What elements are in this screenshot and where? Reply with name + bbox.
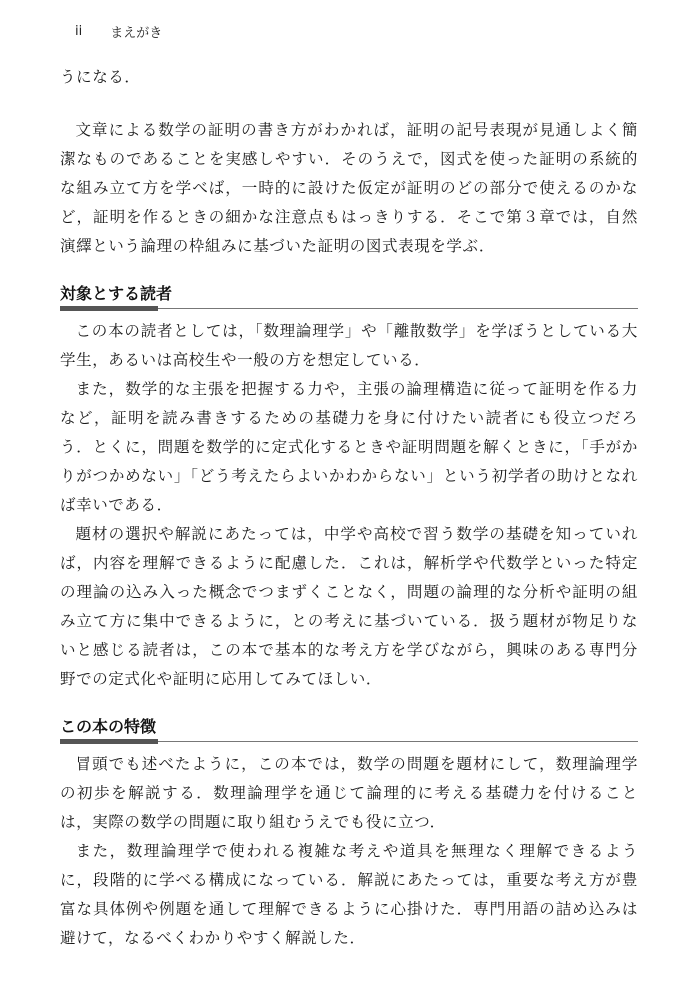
features-paragraph-1: 冒頭でも述べたように，この本では，数学の問題を題材にして，数理論理学の初歩を解説する．数理論理学を通じて論理的に考える基礎力を付けることは，実際の数学の問題に取り組むうえでも役に立つ． <box>60 755 638 831</box>
section-gap <box>60 261 638 283</box>
section-title-readers: 対象とする読者 <box>60 284 173 303</box>
running-head <box>75 22 162 41</box>
heading-accent-bar <box>60 739 158 744</box>
page-number: ii <box>75 24 83 39</box>
paragraph-gap <box>60 92 638 116</box>
readers-paragraph-3: 題材の選択や解説にあたっては，中学や高校で習う数学の基礎を知っていれば，内容を理解できるように配慮した．これは，解析学や代数学といった特定の理論の込み入った概念でつまずくことなく，問題の論理的な分析や証明の組み立て方に集中できるように，との考えに基づいている．扱う題材が物足りないと感じる読者は，この本で基本的な考え方を学びながら，興味のある専門分野での定式化や証明に応用してみてほしい． <box>60 525 638 688</box>
readers-paragraph-2: また，数学的な主張を把握する力や，主張の論理構造に従って証明を作る力など，証明を読み書きするための基礎力を身に付けたい読者にも役立つだろう．とくに，問題を数学的に定式化するときや証明問題を解くときに，「手がかりがつかめない」「どう考えたらよいかわからない」という初学者の助けとなれば幸いである． <box>60 380 638 514</box>
features-paragraph-2: また，数理論理学で使われる複雑な考えや道具を無理なく理解できるように，段階的に学べる構成になっている．解説にあたっては，重要な考え方が豊富な具体例や例題を通して理解できるように心掛けた．専門用語の詰め込みは避けて，なるべくわかりやすく解説した． <box>60 842 638 947</box>
section-heading-features <box>60 716 638 750</box>
section-title-features: この本の特徴 <box>60 717 157 736</box>
page-body <box>60 63 638 953</box>
heading-accent-bar <box>60 306 158 311</box>
section-gap <box>60 694 638 716</box>
readers-paragraph-1: この本の読者としては，「数理論理学」や「離散数学」を学ぼうとしている大学生，あるいは高校生や一般の方を想定している． <box>60 322 638 369</box>
section-heading-readers <box>60 283 638 317</box>
intro-paragraph: 文章による数学の証明の書き方がわかれば，証明の記号表現が見通しよく簡潔なものであることを実感しやすい．そのうえで，図式を使った証明の系統的な組み立て方を学べば，一時的に設けた仮定が証明のどの部分で使えるのかなど，証明を作るときの細かな注意点もはっきりする．そこで第３章では，自然演繹という論理の枠組みに基づいた証明の図式表現を学ぶ． <box>60 121 638 255</box>
chapter-title: まえがき <box>110 26 163 41</box>
continued-line: うになる． <box>60 68 141 86</box>
